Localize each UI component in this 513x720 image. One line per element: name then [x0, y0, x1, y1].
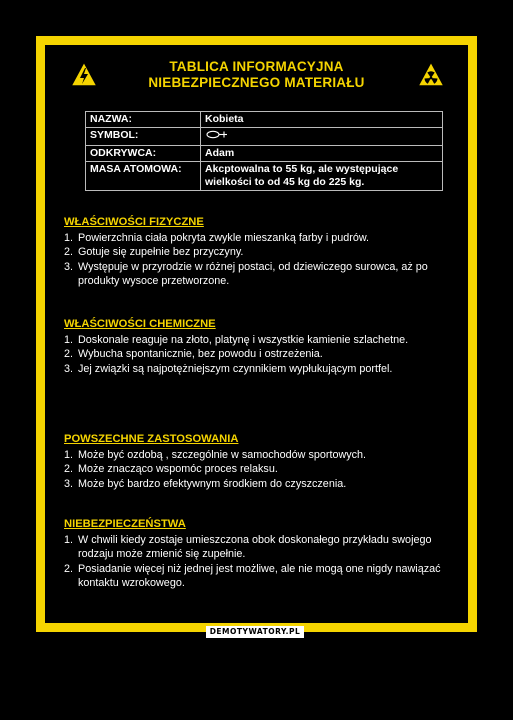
info-poster [36, 36, 477, 632]
item-number: 1. [64, 231, 74, 244]
row-key-symbol: SYMBOL: [86, 128, 201, 146]
section-dangers [64, 517, 462, 591]
row-key-name: NAZWA: [86, 112, 201, 128]
item-text: Może być ozdobą , szczególnie w samochodów sportowych. [78, 448, 367, 461]
list-item [64, 533, 462, 562]
title-line-1: TABLICA INFORMACYJNA [169, 59, 344, 74]
item-text: Może być bardzo efektywnym środkiem do czyszczenia. [78, 477, 347, 490]
warning-triangle-icon [69, 60, 99, 88]
section-physical [64, 215, 462, 289]
item-text: Doskonale reaguje na złoto, platynę i wszystkie kamienie szlachetne. [78, 333, 409, 346]
list-item [64, 448, 462, 463]
row-value-discoverer: Adam [201, 146, 443, 162]
item-text: Wybucha spontanicznie, bez powodu i ostrzeżenia. [78, 348, 323, 360]
item-text: W chwili kiedy zostaje umieszczona obok doskonałego przykładu swojego rodzaju może zmienić się zupełnie. [78, 533, 432, 560]
section-title: POWSZECHNE ZASTOSOWANIA [64, 433, 239, 445]
list-item [64, 477, 462, 492]
table-row [86, 128, 443, 146]
section-title: WŁAŚCIWOŚCI FIZYCZNE [64, 216, 204, 228]
section-title: WŁAŚCIWOŚCI CHEMICZNE [64, 318, 216, 330]
item-number: 2. [64, 348, 74, 360]
list-item [64, 231, 462, 246]
item-text: Posiadanie więcej niż jednej jest możliwe, ale nie mogą one nigdy nawiązać kontaktu wzrokowego. [78, 562, 441, 589]
poster-panel [45, 45, 468, 623]
list-item [64, 260, 462, 289]
list-item [64, 347, 462, 362]
list-item [64, 462, 462, 477]
table-row [86, 146, 443, 162]
poster-header [45, 45, 468, 105]
section-uses [64, 432, 462, 491]
radiation-triangle-icon [416, 60, 446, 88]
material-info-table [85, 111, 443, 191]
item-text: Powierzchnia ciała pokryta zwykle mieszanką farby i pudrów. [78, 231, 370, 244]
watermark: DEMOTYWATORY.PL [206, 626, 304, 638]
item-number: 2. [64, 246, 74, 258]
row-value-symbol [201, 128, 443, 146]
row-key-atomic-mass: MASA ATOMOWA: [86, 162, 201, 191]
item-text: Jej związki są najpotężniejszym czynnikiem wypłukującym portfel. [78, 362, 393, 375]
item-number: 3. [64, 362, 74, 375]
item-text: Może znacząco wspomóc proces relaksu. [78, 463, 278, 475]
poster-title [148, 59, 364, 91]
item-number: 3. [64, 477, 74, 490]
row-key-discoverer: ODKRYWCA: [86, 146, 201, 162]
item-text: Gotuje się zupełnie bez przyczyny. [78, 246, 244, 258]
row-value-atomic-mass: Akcptowalna to 55 kg, ale występujące wielkości to od 45 kg do 225 kg. [201, 162, 443, 191]
item-number: 3. [64, 260, 74, 273]
item-number: 1. [64, 333, 74, 346]
female-symbol-icon [205, 129, 231, 140]
item-text: Występuje w przyrodzie w różnej postaci, od dziewiczego surowca, aż po produkty wysoce przetworzone. [78, 260, 428, 287]
item-number: 2. [64, 562, 74, 575]
row-value-name: Kobieta [201, 112, 443, 128]
title-line-2: NIEBEZPIECZNEGO MATERIAŁU [148, 75, 365, 90]
table-row [86, 162, 443, 191]
list-item [64, 333, 462, 348]
section-title: NIEBEZPIECZEŃSTWA [64, 518, 186, 530]
table-row [86, 112, 443, 128]
item-number: 2. [64, 463, 74, 475]
list-item [64, 362, 462, 377]
item-number: 1. [64, 533, 74, 546]
section-chemical [64, 317, 462, 376]
item-number: 1. [64, 448, 74, 461]
list-item [64, 245, 462, 260]
list-item [64, 562, 462, 591]
